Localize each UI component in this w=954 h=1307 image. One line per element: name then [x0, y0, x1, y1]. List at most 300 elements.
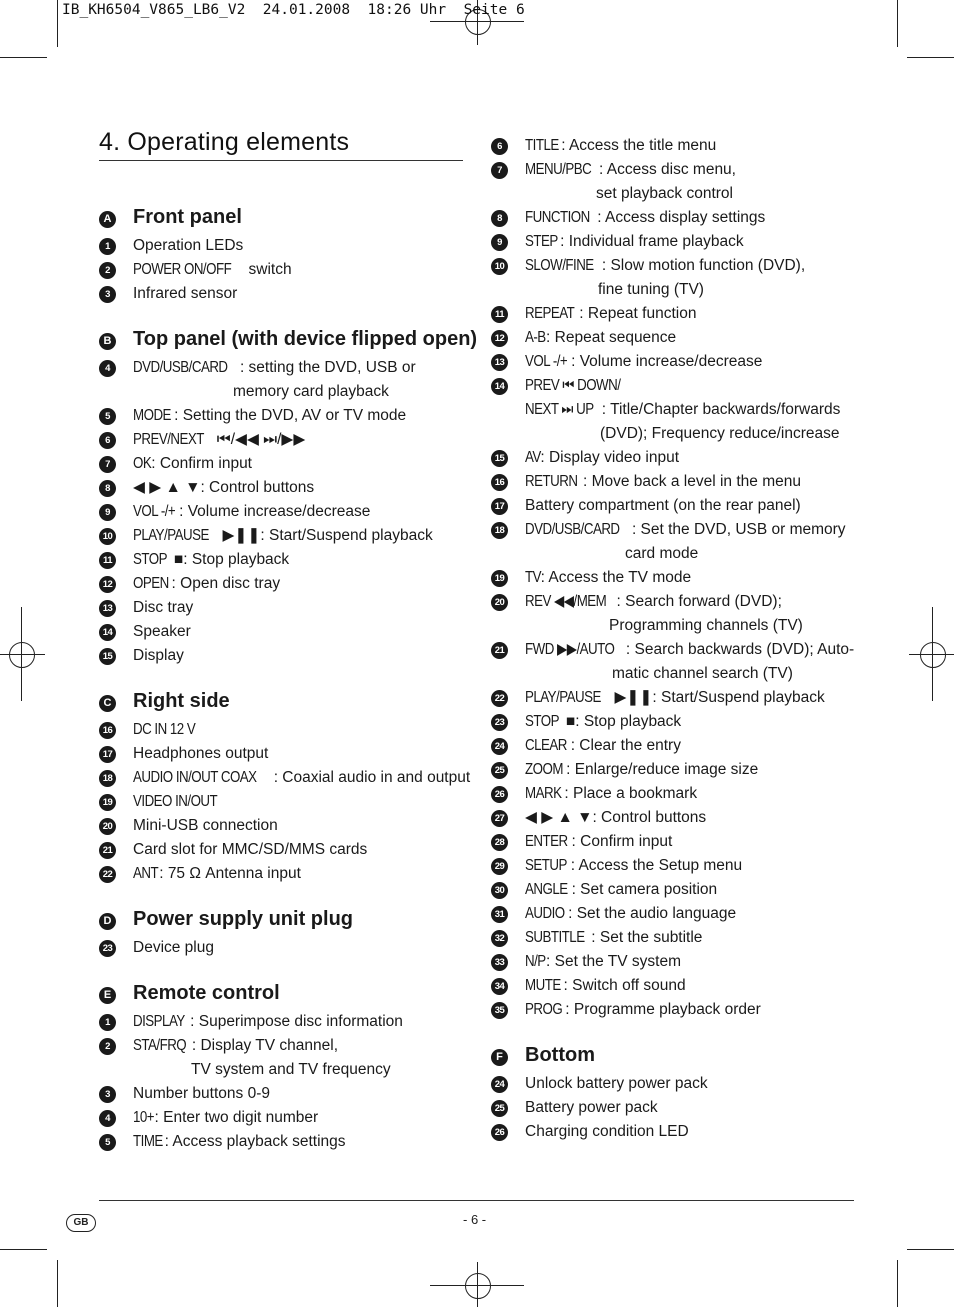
section-gap: [99, 960, 471, 982]
item-label: ZOOM: [525, 761, 563, 778]
item-label: TV: [525, 569, 542, 586]
item-text: [525, 326, 676, 350]
item-label: DVD/USB/CARD: [525, 521, 620, 538]
list-item: [99, 282, 471, 306]
item-description: : Confirm input: [571, 833, 673, 850]
section-gap: [99, 886, 471, 908]
item-text: [525, 374, 633, 398]
item-number-badge: 25: [491, 762, 508, 779]
item-number-badge: 31: [491, 906, 508, 923]
list-item: [491, 206, 836, 230]
item-label: PREV ⏮ DOWN/: [525, 377, 621, 394]
item-text: [133, 500, 370, 524]
list-item: [491, 782, 836, 806]
section-heading: [99, 982, 471, 1010]
item-description: : Volume increase/decrease: [571, 353, 763, 370]
item-number-badge: 13: [491, 354, 508, 371]
item-label: MENU/PBC: [525, 161, 592, 178]
item-text: [525, 710, 681, 734]
item-label: CLEAR: [525, 737, 567, 754]
item-number-badge: 18: [491, 522, 508, 539]
item-continuation: TV system and TV frequency: [191, 1061, 391, 1078]
section-letter-badge: D: [99, 913, 116, 930]
item-description: Charging condition LED: [525, 1123, 689, 1140]
list-item: [491, 734, 836, 758]
item-number-badge: 21: [491, 642, 508, 659]
item-text: [525, 446, 679, 470]
list-item: [491, 806, 836, 830]
item-description: ■: Stop playback: [561, 713, 682, 730]
item-label: VOL -/+: [133, 503, 176, 520]
item-number-badge: 14: [99, 624, 116, 641]
item-description: ◀ ▶ ▲ ▼: Control buttons: [133, 479, 315, 496]
print-header: IB_KH6504_V865_LB6_V2 24.01.2008 18:26 Uhr Seite 6: [62, 2, 525, 18]
list-item: [491, 1072, 836, 1096]
crop-mark: [907, 57, 954, 58]
list-item: [99, 1034, 471, 1082]
list-item: [99, 356, 471, 404]
item-number-badge: 26: [491, 1124, 508, 1141]
list-item: [99, 644, 471, 668]
item-number-badge: 6: [491, 138, 508, 155]
item-number-badge: 27: [491, 810, 508, 827]
item-description: : Open disc tray: [171, 575, 281, 592]
item-continuation: fine tuning (TV): [598, 281, 704, 298]
item-number-badge: 8: [99, 480, 116, 497]
item-text: [525, 638, 854, 662]
item-description: Unlock battery power pack: [525, 1075, 708, 1092]
list-item: [491, 878, 836, 902]
item-number-badge: 33: [491, 954, 508, 971]
item-number-badge: 20: [491, 594, 508, 611]
item-number-badge: 24: [491, 738, 508, 755]
list-item: [491, 350, 836, 374]
list-item: [491, 950, 836, 974]
item-text: [525, 926, 702, 950]
list-item: [99, 936, 471, 960]
item-number-badge: 23: [491, 714, 508, 731]
section-title: Top panel (with device flipped open): [133, 328, 478, 350]
crop-mark: [57, 0, 58, 47]
item-label: OPEN: [133, 575, 169, 592]
item-number-badge: 14: [491, 378, 508, 395]
list-item: [491, 446, 836, 470]
item-continuation: (DVD); Frequency reduce/increase: [600, 425, 840, 442]
item-continuation: card mode: [625, 545, 699, 562]
item-number-badge: 10: [491, 258, 508, 275]
item-text: [525, 566, 691, 590]
item-text: [133, 862, 301, 886]
item-description: Card slot for MMC/SD/MMS cards: [133, 841, 368, 858]
section-letter-badge: A: [99, 211, 116, 228]
list-item: [99, 596, 471, 620]
section-heading: [99, 908, 471, 936]
section-title: Right side: [133, 690, 230, 712]
item-description: : Switch off sound: [563, 977, 686, 994]
list-item: [491, 494, 836, 518]
list-item: [491, 590, 836, 638]
item-text: [525, 782, 697, 806]
item-number-badge: 4: [99, 360, 116, 377]
item-label: PLAY/PAUSE: [133, 527, 209, 544]
item-label: VIDEO IN/OUT: [133, 793, 218, 810]
item-description: Display: [133, 647, 184, 664]
item-text: [525, 974, 686, 998]
list-item: [99, 404, 471, 428]
item-text: [133, 596, 193, 620]
item-number-badge: 10: [99, 528, 116, 545]
item-text: [525, 998, 761, 1022]
crop-mark: [0, 1249, 47, 1250]
item-description: : Set the subtitle: [591, 929, 703, 946]
item-text: [133, 1034, 338, 1058]
item-text: [133, 258, 292, 282]
item-label: REPEAT: [525, 305, 575, 322]
item-text: [133, 1082, 270, 1106]
item-label: OK: [133, 455, 152, 472]
crop-mark: [907, 1249, 954, 1250]
item-label: PROG: [525, 1001, 563, 1018]
list-item: [491, 830, 836, 854]
list-item: [99, 862, 471, 886]
item-text: [525, 686, 825, 710]
item-description: : Move back a level in the menu: [582, 473, 801, 490]
item-description: Infrared sensor: [133, 285, 238, 302]
list-item: [99, 814, 471, 838]
item-text: [133, 356, 416, 380]
item-description: : Set the DVD, USB or memory: [631, 521, 846, 538]
item-number-badge: 3: [99, 1086, 116, 1103]
item-text: [525, 590, 782, 614]
item-text: [525, 518, 846, 542]
section-letter-badge: F: [491, 1049, 508, 1066]
list-item: [491, 398, 841, 446]
item-description: : Clear the entry: [570, 737, 681, 754]
item-number-badge: 30: [491, 882, 508, 899]
item-description: Battery compartment (on the rear panel): [525, 497, 801, 514]
list-item: [491, 518, 846, 566]
item-label: FUNCTION: [525, 209, 590, 226]
item-description: : Set the TV system: [546, 953, 682, 970]
item-number-badge: 7: [491, 162, 508, 179]
item-label: MODE: [133, 407, 171, 424]
item-number-badge: 24: [491, 1076, 508, 1093]
list-item: [491, 326, 836, 350]
item-text: [133, 838, 367, 862]
list-item: [99, 1130, 471, 1154]
footer-divider: [99, 1200, 854, 1201]
item-number-badge: 13: [99, 600, 116, 617]
item-description: switch: [244, 261, 292, 278]
item-label: DISPLAY: [133, 1013, 185, 1030]
list-item: [491, 686, 836, 710]
item-label: MARK: [525, 785, 562, 802]
section-heading: [99, 206, 471, 234]
item-continuation: matic channel search (TV): [612, 665, 793, 682]
list-item: [491, 470, 836, 494]
item-description: ◀ ▶ ▲ ▼: Control buttons: [525, 809, 707, 826]
list-item: [491, 158, 836, 206]
item-description: Mini-USB connection: [133, 817, 278, 834]
section-heading: [99, 690, 471, 718]
item-number-badge: 16: [491, 474, 508, 491]
section-heading: [99, 328, 478, 356]
left-column: [99, 206, 478, 1154]
item-text: [525, 470, 801, 494]
item-label: 10+: [133, 1109, 155, 1126]
item-description: : Enlarge/reduce image size: [566, 761, 759, 778]
list-item: [99, 1082, 471, 1106]
item-number-badge: 15: [491, 450, 508, 467]
list-item: [99, 476, 471, 500]
item-description: : Set the audio language: [568, 905, 737, 922]
item-number-badge: 1: [99, 238, 116, 255]
section-gap: [491, 1022, 836, 1044]
item-label: NEXT ⏭ UP: [525, 401, 594, 418]
list-item: [99, 428, 471, 452]
item-description: : Coaxial audio in and output: [273, 769, 471, 786]
item-text: [525, 1096, 658, 1120]
item-text: [133, 428, 305, 452]
item-number-badge: 3: [99, 286, 116, 303]
item-label: MUTE: [525, 977, 561, 994]
item-label: VOL -/+: [525, 353, 568, 370]
item-number-badge: 17: [99, 746, 116, 763]
item-description: : Access display settings: [597, 209, 766, 226]
list-item: [491, 230, 836, 254]
item-number-badge: 8: [491, 210, 508, 227]
item-number-badge: 34: [491, 978, 508, 995]
item-description: ■: Stop playback: [169, 551, 290, 568]
section-gap: [99, 306, 471, 328]
item-number-badge: 2: [99, 1038, 116, 1055]
item-description: : Repeat sequence: [546, 329, 677, 346]
item-description: : Search forward (DVD);: [616, 593, 782, 610]
item-number-badge: 1: [99, 1014, 116, 1031]
item-number-badge: 18: [99, 770, 116, 787]
list-item: [491, 1120, 836, 1144]
item-number-badge: 22: [99, 866, 116, 883]
item-description: : Superimpose disc information: [190, 1013, 403, 1030]
item-description: : Setting the DVD, AV or TV mode: [174, 407, 407, 424]
item-description: : Title/Chapter backwards/forwards: [601, 401, 841, 418]
item-label: REV ◀◀/MEM: [525, 593, 607, 610]
item-label: FWD ▶▶/AUTO: [525, 641, 615, 658]
item-description: Battery power pack: [525, 1099, 658, 1116]
item-continuation: Programming channels (TV): [609, 617, 803, 634]
item-number-badge: 15: [99, 648, 116, 665]
item-text: [525, 758, 758, 782]
item-description: : Volume increase/decrease: [179, 503, 371, 520]
item-number-badge: 19: [99, 794, 116, 811]
item-number-badge: 23: [99, 940, 116, 957]
list-item: [99, 742, 471, 766]
list-item: [99, 452, 471, 476]
item-label: STOP: [133, 551, 167, 568]
item-text: [525, 854, 742, 878]
item-text: [525, 902, 736, 926]
item-continuation: memory card playback: [233, 383, 389, 400]
item-description: ⏮/◀◀ ⏭/▶▶: [212, 431, 306, 448]
list-item: [99, 1010, 471, 1034]
item-description: : Access the TV mode: [540, 569, 692, 586]
item-description: : 75 Ω Antenna input: [159, 865, 301, 882]
item-text: [525, 806, 706, 830]
list-item: [99, 234, 471, 258]
section-heading: [491, 1044, 836, 1072]
item-label: POWER ON/OFF: [133, 261, 232, 278]
list-item: [99, 258, 471, 282]
crop-mark: [57, 1260, 58, 1307]
item-text: [133, 620, 191, 644]
item-number-badge: 19: [491, 570, 508, 587]
item-label: AUDIO IN/OUT COAX: [133, 769, 257, 786]
item-number-badge: 16: [99, 722, 116, 739]
item-number-badge: 6: [99, 432, 116, 449]
item-number-badge: 25: [491, 1100, 508, 1117]
item-description: : Access the title menu: [561, 137, 717, 154]
section-title: Remote control: [133, 982, 280, 1004]
item-text: [525, 734, 681, 758]
item-description: ▶❚❚: Start/Suspend playback: [610, 689, 825, 706]
item-description: Device plug: [133, 939, 214, 956]
item-text: [525, 158, 736, 182]
item-description: : Access playback settings: [164, 1133, 346, 1150]
item-number-badge: 28: [491, 834, 508, 851]
section-letter-badge: C: [99, 695, 116, 712]
item-number-badge: 4: [99, 1110, 116, 1127]
item-text: [525, 206, 765, 230]
item-number-badge: 29: [491, 858, 508, 875]
item-label: STOP: [525, 713, 559, 730]
item-description: : Display TV channel,: [191, 1037, 339, 1054]
item-label: AUDIO: [525, 905, 565, 922]
item-text: [133, 742, 268, 766]
list-item: [99, 572, 471, 596]
item-text: [133, 476, 314, 500]
item-description: : Display video input: [540, 449, 680, 466]
item-label: STA/FRQ: [133, 1037, 187, 1054]
item-number-badge: 20: [99, 818, 116, 835]
section-letter-badge: B: [99, 333, 116, 350]
list-item: [491, 902, 836, 926]
item-text: [525, 350, 762, 374]
item-number-badge: 22: [491, 690, 508, 707]
item-description: : Set camera position: [571, 881, 718, 898]
list-item: [491, 1096, 836, 1120]
item-label: N/P: [525, 953, 546, 970]
item-number-badge: 7: [99, 456, 116, 473]
item-label: A-B: [525, 329, 546, 346]
item-text: [525, 1072, 708, 1096]
list-item: [491, 758, 836, 782]
item-text: [525, 230, 744, 254]
list-item: [99, 500, 471, 524]
item-label: RETURN: [525, 473, 578, 490]
list-item: [491, 638, 855, 686]
item-number-badge: 5: [99, 1134, 116, 1151]
item-number-badge: 35: [491, 1002, 508, 1019]
item-continuation: set playback control: [596, 185, 733, 202]
item-label: DC IN 12 V: [133, 721, 196, 738]
item-text: [133, 1010, 403, 1034]
item-label: ANT: [133, 865, 159, 882]
list-item: [491, 566, 836, 590]
item-number-badge: 11: [491, 306, 508, 323]
item-number-badge: 17: [491, 498, 508, 515]
list-item: [491, 998, 836, 1022]
item-text: [133, 644, 184, 668]
item-description: : Place a bookmark: [564, 785, 698, 802]
item-label: PREV/NEXT: [133, 431, 204, 448]
item-description: : setting the DVD, USB or: [239, 359, 416, 376]
item-text: [133, 452, 252, 476]
item-label: SUBTITLE: [525, 929, 585, 946]
item-label: TIME: [133, 1133, 163, 1150]
crop-mark: [897, 0, 898, 47]
item-number-badge: 9: [491, 234, 508, 251]
item-description: : Programme playback order: [565, 1001, 761, 1018]
item-description: Disc tray: [133, 599, 194, 616]
item-text: [133, 282, 237, 306]
item-label: DVD/USB/CARD: [133, 359, 228, 376]
section-title: Bottom: [525, 1044, 595, 1066]
item-text: [525, 494, 801, 518]
item-label: TITLE: [525, 137, 559, 154]
item-text: [133, 718, 202, 742]
list-item: [491, 374, 836, 398]
item-text: [133, 814, 278, 838]
item-description: : Repeat function: [579, 305, 697, 322]
item-number-badge: 9: [99, 504, 116, 521]
list-item: [99, 790, 471, 814]
list-item: [99, 548, 471, 572]
section-gap: [99, 668, 471, 690]
item-label: PLAY/PAUSE: [525, 689, 601, 706]
item-number-badge: 26: [491, 786, 508, 803]
section-title: Front panel: [133, 206, 242, 228]
item-number-badge: 2: [99, 262, 116, 279]
item-label: STEP: [525, 233, 558, 250]
item-text: [133, 790, 228, 814]
list-item: [491, 254, 836, 302]
item-description: : Access disc menu,: [599, 161, 736, 178]
list-item: [491, 926, 836, 950]
page-number: - 6 -: [463, 1212, 487, 1227]
list-item: [99, 524, 471, 548]
item-text: [133, 524, 433, 548]
section-letter-badge: E: [99, 987, 116, 1004]
list-item: [99, 718, 471, 742]
section-title: Power supply unit plug: [133, 908, 353, 930]
item-text: [133, 548, 289, 572]
crop-mark: [0, 57, 47, 58]
item-description: Operation LEDs: [133, 237, 244, 254]
item-number-badge: 5: [99, 408, 116, 425]
item-text: [525, 1120, 689, 1144]
item-number-badge: 12: [99, 576, 116, 593]
item-label: SETUP: [525, 857, 567, 874]
item-description: : Confirm input: [151, 455, 252, 472]
item-text: [133, 234, 243, 258]
item-description: : Slow motion function (DVD),: [601, 257, 806, 274]
item-text: [133, 572, 280, 596]
list-item: [99, 766, 471, 790]
item-number-badge: 12: [491, 330, 508, 347]
item-text: [525, 134, 716, 158]
item-number-badge: 21: [99, 842, 116, 859]
list-item: [491, 134, 836, 158]
